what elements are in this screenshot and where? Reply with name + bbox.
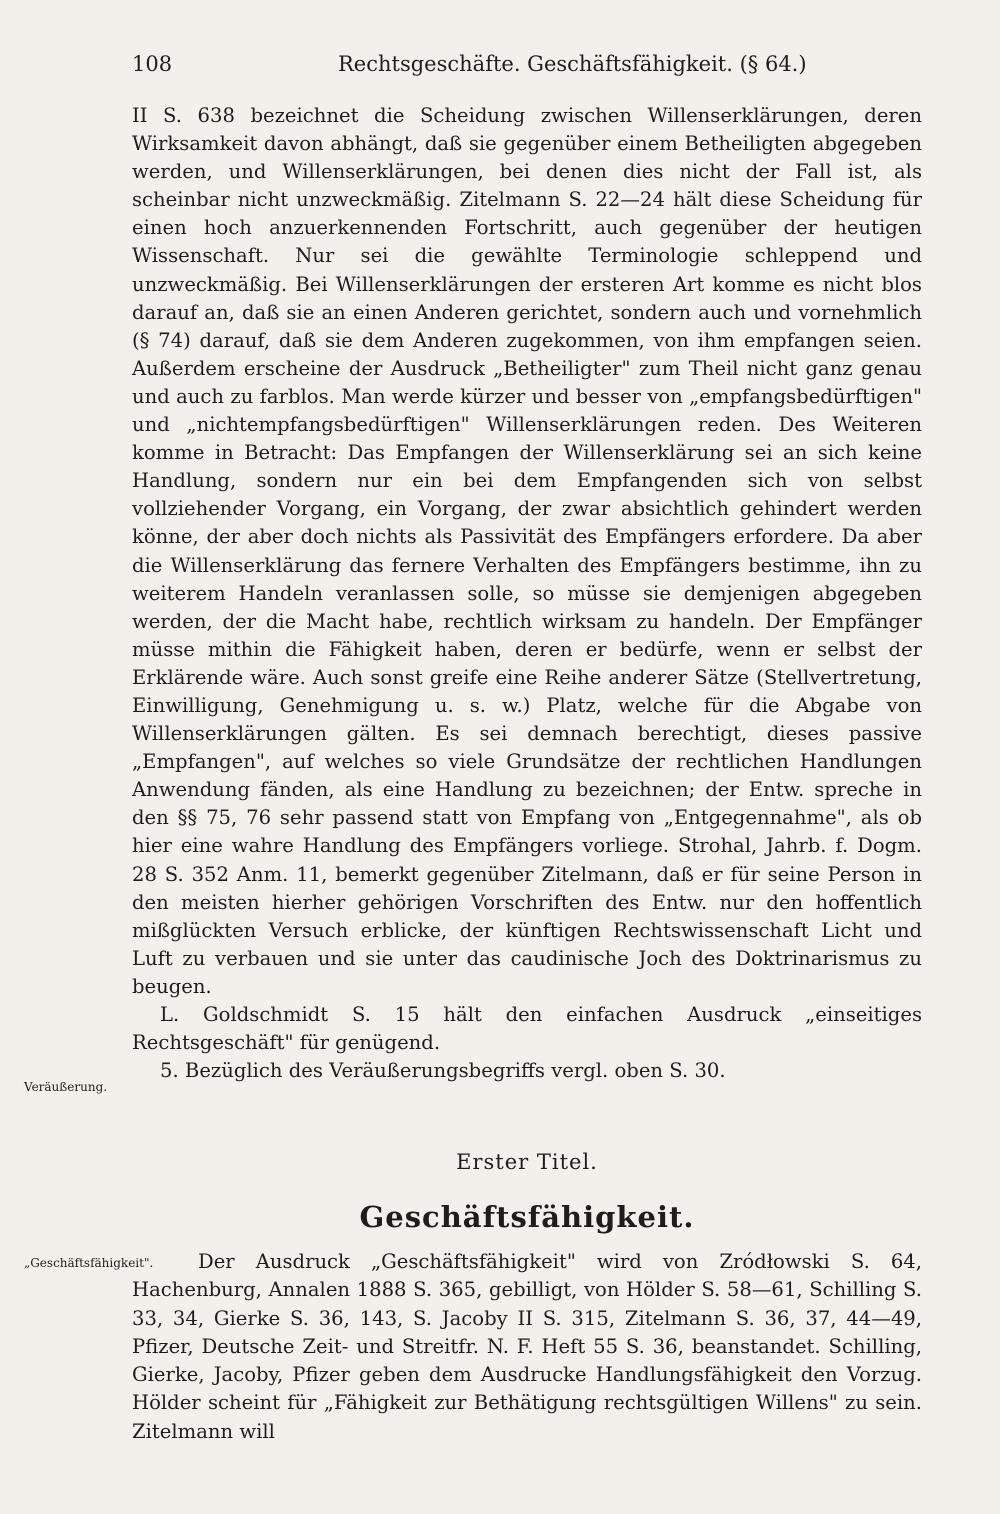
section-paragraph-1: Der Ausdruck „Geschäftsfähigkeit" wird von Zródłowski S. 64, Hachenburg, Annalen 1888 S. 365, gebilligt, von Hölder S. 58—61, Schilling S. 33, 34, Gierke S. 36, 143, S. Jacoby II S. 315, Zitelmann S. 36, 37, 44—49, Pfizer, Deutsche Zeit- und Streitfr. N. F. Heft 55 S. 36, beanstandet. Schilling, Gierke, Jacoby, Pfizer geben dem Ausdrucke Handlungsfähigkeit den Vorzug. Hölder scheint für „Fähigkeit zur Bethätigung rechtsgültigen Willens" zu sein. Zitelmann will <box>132 1250 922 1443</box>
main-text <box>132 102 922 1085</box>
margin-note-veraeusserung: Veräußerung. <box>24 1080 108 1094</box>
margin-note-geschaeftsfaehigkeit: „Geschäftsfähigkeit". <box>24 1256 154 1270</box>
section-heading: Erster Titel. <box>456 1150 598 1174</box>
page-header <box>132 52 922 86</box>
paragraph-2: L. Goldschmidt S. 15 hält den einfachen Ausdruck „einseitiges Rechtsgeschäft" für genügend. <box>132 1003 922 1055</box>
paragraph-1: II S. 638 bezeichnet die Scheidung zwischen Willenserklärungen, deren Wirksamkeit davon abhängt, daß sie gegenüber einem Betheiligten abgegeben werden, und Willenserklärungen, bei denen dies nicht der Fall ist, als scheinbar nicht unzweckmäßig. Zitelmann S. 22—24 hält diese Scheidung für einen hoch anzuerkennenden Fortschritt, auch gegenüber der heutigen Wissenschaft. Nur sei die gewählte Terminologie schleppend und unzweckmäßig. Bei Willenserklärungen der ersteren Art komme es nicht blos darauf an, daß sie an einen Anderen gerichtet, sondern auch und vornehmlich (§ 74) darauf, daß sie dem Anderen zugekommen, von ihm empfangen seien. Außerdem erscheine der Ausdruck „Betheiligter" zum Theil nicht ganz genau und auch zu farblos. Man werde kürzer und besser von „empfangsbedürftigen" und „nichtempfangsbedürftigen" Willenserklärungen reden. Des Weiteren komme in Betracht: Das Empfangen der Willenserklärung sei an sich keine Handlung, sondern nur ein bei dem Empfangenden sich von selbst vollziehender Vorgang, ein Vorgang, der zwar absichtlich gehindert werden könne, der aber doch nichts als Passivität des Empfängers erfordere. Da aber die Willenserklärung das fernere Verhalten des Empfängers bestimme, ihn zu weiterem Handeln veranlassen solle, so müsse sie demjenigen abgegeben werden, der die Macht habe, rechtlich wirksam zu handeln. Der Empfänger müsse mithin die Fähigkeit haben, deren er bedürfe, wenn er selbst der Erklärende wäre. Auch sonst greife eine Reihe anderer Sätze (Stellvertretung, Einwilligung, Genehmigung u. s. w.) Platz, welche für die Abgabe von Willenserklärungen gälten. Es sei demnach berechtigt, dieses passive „Empfangen", auf welches so viele Grundsätze der rechtlichen Handlungen Anwendung fänden, als eine Handlung zu bezeichnen; der Entw. spreche in den §§ 75, 76 sehr passend statt von Empfang von „Entgegennahme", als ob hier eine wahre Handlung des Empfängers vorliege. Strohal, Jahrb. f. Dogm. 28 S. 352 Anm. 11, bemerkt gegenüber Zitelmann, daß er für seine Person in den meisten hierher gehörigen Vorschriften des Entw. nur den hoffentlich mißglückten Versuch erblicke, der künftigen Rechtswissenschaft Licht und Luft zu verbauen und sie unter das caudinische Joch des Doktrinarismus zu beugen. <box>132 104 922 998</box>
section-text <box>132 1248 922 1446</box>
page-number: 108 <box>132 52 173 76</box>
running-title: Rechtsgeschäfte. Geschäftsfähigkeit. (§ 64.) <box>338 52 807 76</box>
paragraph-3: 5. Bezüglich des Veräußerungsbegriffs vergl. oben S. 30. <box>160 1059 726 1083</box>
section-title: Geschäftsfähigkeit. <box>359 1200 695 1234</box>
